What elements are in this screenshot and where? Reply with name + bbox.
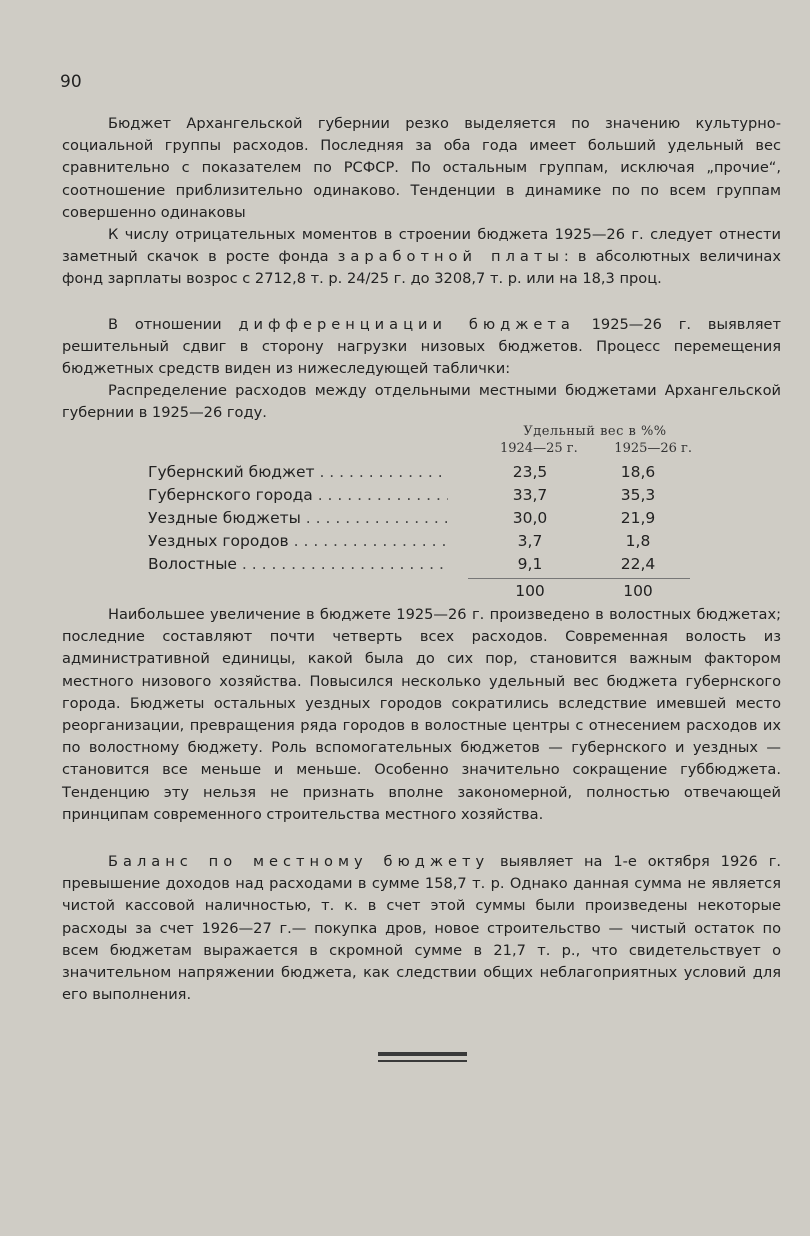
paragraph-3-tail: 1925—26 г. выявляет решительный сдвиг в сторону нагрузки низовых бюджетов. Процесс перемещения бюджетных средств виден из нижеследующей таблички: [62, 316, 781, 378]
table-row [148, 530, 708, 553]
table-column-headers [470, 441, 710, 456]
table-intro-text: Распределение расходов между отдельными местными бюджетами Архангельской губернии в 1925—26 году. [62, 382, 781, 422]
table-row [148, 553, 708, 576]
row-value-1924: 9,1 [517, 555, 543, 573]
total-1924: 100 [515, 582, 545, 600]
row-label: Губернский бюджет . . . [148, 461, 448, 484]
paragraph-1 [62, 113, 781, 224]
row-value-1924: 33,7 [512, 486, 548, 504]
paragraph-2 [62, 224, 781, 291]
paragraph-3 [62, 314, 781, 381]
paragraph-2-text [62, 224, 781, 291]
row-value-1924: 30,0 [512, 509, 548, 527]
row-value-1925: 1,8 [625, 532, 651, 550]
paragraph-6-tail: выявляет на 1-е октября 1926 г. превышение доходов над расходами в сумме 158,7 т. р. Однако данная сумма не является чистой кассовой наличностью, т. к. в счет этой суммы были произведены некоторые расходы за счет 1926—27 г.— покупка дров, новое строительство — чистый остаток по всем бюджетам выражается в скромной сумме в 21,7 т. р., что свидетельствует о значительном напряжении бюджета, как следствии общих неблагоприятных условий для его выполнения. [62, 853, 782, 1004]
row-value-1925: 21,9 [620, 509, 656, 527]
section-end-ornament [378, 1052, 467, 1062]
row-value-1924: 3,7 [517, 532, 543, 550]
column-header-1924: 1924—25 г. [500, 441, 578, 456]
ornament-bar-thick [378, 1052, 467, 1056]
budget-share-table [148, 461, 708, 576]
table-row [148, 507, 708, 530]
column-header-1925: 1925—26 г. [614, 441, 692, 456]
table-totals-row [148, 582, 708, 604]
table-caption: Удельный вес в %% [523, 424, 667, 439]
paragraph-3-lead: В отношении [108, 316, 239, 333]
paragraph-1-text: Бюджет Архангельской губернии резко выделяется по значению культурно-социальной группы расходов. Последняя за оба года имеет больший удельный вес сравнительно с показателем по РСФСР. По остальным группам, исключая „прочие“, соотношение приблизительно одинаково. Тенденции в динамике по по всем группам совершенно одинаковы [62, 115, 781, 221]
paragraph-3-spaced-term: дифференциации бюджета [238, 316, 575, 333]
row-label: Уездных городов . . . [148, 530, 448, 553]
row-value-1925: 18,6 [620, 463, 656, 481]
paragraph-3-text [62, 314, 781, 381]
table-header [470, 424, 710, 456]
table-row [148, 484, 708, 507]
table-intro [62, 380, 781, 424]
paragraph-5-text: Наибольшее увеличение в бюджете 1925—26 г. произведено в волостных бюджетах; последние составляют почти четверть всех расходов. Современная волость из административной единицы, какой была до сих пор, становится важным фактором местного низового хозяйства. Повысился несколько удельный вес бюджета губернского города. Бюджеты остальных уездных городов сократились вследствие имевшей место реорганизации, превращения ряда городов в волостные центры с отнесением расходов их по волостному бюджету. Роль вспомогательных бюджетов — губернского и уездных — становится все меньше и меньше. Особенно значительно сокращение губбюджета. Тенденцию эту нельзя не признать вполне закономерной, полностью отвечающей принципам современного строительства местного хозяйства. [62, 606, 781, 823]
row-label: Уездные бюджеты . . . [148, 507, 448, 530]
total-1925: 100 [623, 582, 653, 600]
row-value-1925: 35,3 [620, 486, 656, 504]
table-total-divider [468, 578, 690, 579]
row-label: Волостные . . . [148, 553, 448, 576]
paragraph-2-tail: : в абсолютных величинах фонд зарплаты возрос с 2712,8 т. р. 24/25 г. до 3208,7 т. р. или на 18,3 проц. [62, 248, 781, 288]
row-value-1924: 23,5 [512, 463, 548, 481]
paragraph-2-lead: К числу отрицательных моментов в строении бюджета 1925—26 г. следует отнести заметный скачок в росте фонда [62, 226, 781, 266]
paragraph-6 [62, 851, 781, 1006]
row-label: Губернского города . . . [148, 484, 448, 507]
paragraph-6-spaced-term: Баланс по местному бюджету [108, 853, 490, 870]
page-number: 90 [60, 72, 82, 92]
ornament-bar-thin [378, 1060, 467, 1062]
paragraph-6-text [62, 851, 781, 1006]
row-value-1925: 22,4 [620, 555, 656, 573]
table-row [148, 461, 708, 484]
paragraph-2-spaced-term: заработной платы [337, 248, 564, 266]
paragraph-5 [62, 604, 781, 826]
